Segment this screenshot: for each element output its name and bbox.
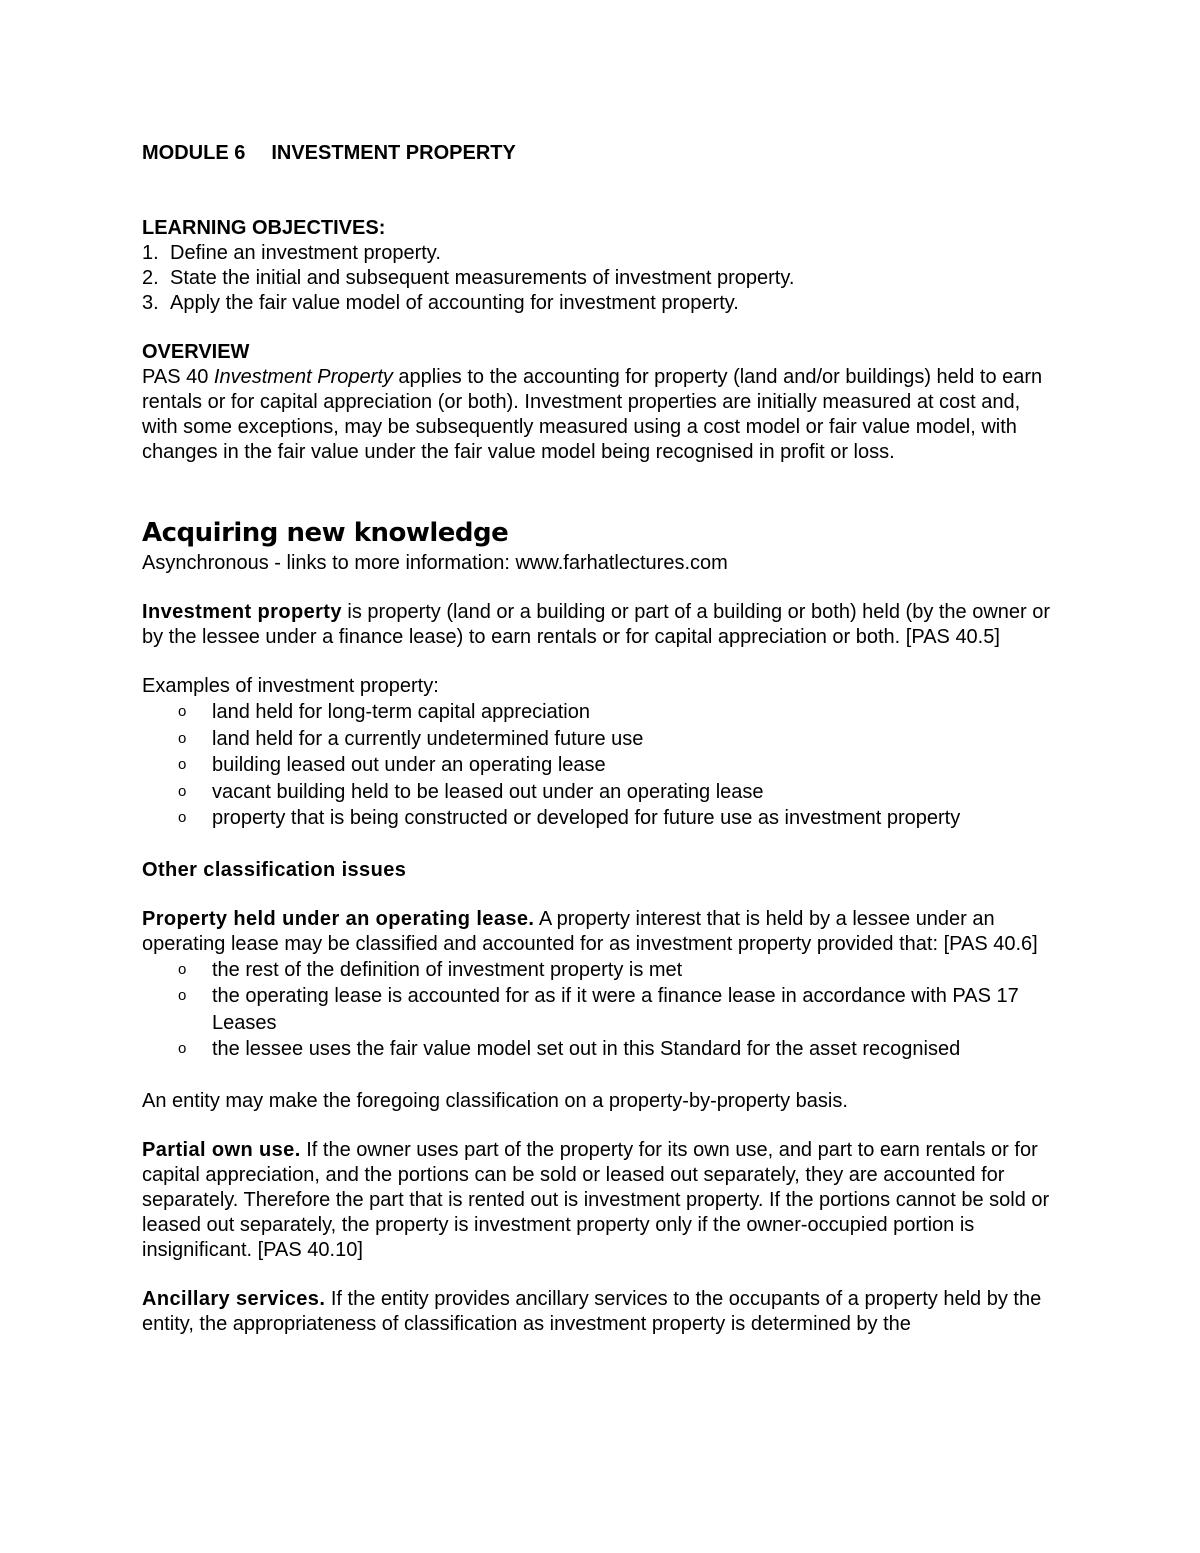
- links-line: Asynchronous - links to more information: www.farhatlectures.com: [142, 552, 728, 574]
- overview-paragraph: PAS 40 Investment Property applies to the accounting for property (land and/or buildings) held to earn rentals or for capital appreciation (or both). Investment properties are initially measured at cost and, with some exceptions, may be subsequently measured using a cost model or fair value model, with changes in the fair value under the fair value model being recognised in profit or loss.: [142, 366, 1043, 463]
- list-item: o the rest of the definition of investment property is met: [142, 957, 1057, 984]
- examples-list: [142, 699, 1057, 832]
- bullet-icon: o: [178, 729, 187, 747]
- module-number: MODULE 6: [142, 142, 246, 164]
- list-item: o land held for long-term capital appreciation: [142, 699, 1057, 726]
- bullet-icon: o: [178, 1040, 187, 1057]
- operating-lease-paragraph: Property held under an operating lease. A property interest that is held by a lessee under an operating lease may be classified and accounted for as investment property provided that: [PAS 40.6]: [142, 907, 1038, 955]
- document-page: [142, 141, 1057, 1337]
- overview-heading: OVERVIEW: [142, 341, 250, 363]
- list-item: 3. Apply the fair value model of accounting for investment property.: [142, 292, 739, 314]
- objectives-list: [142, 241, 1057, 316]
- list-item: o building leased out under an operating lease: [142, 752, 1057, 779]
- bullet-icon: o: [178, 782, 187, 800]
- list-item: o the operating lease is accounted for as if it were a finance lease in accordance with PAS 17 Leases: [142, 983, 1057, 1036]
- objectives-heading: LEARNING OBJECTIVES:: [142, 217, 386, 239]
- bullet-icon: o: [178, 703, 187, 720]
- list-item: o land held for a currently undetermined future use: [142, 726, 1057, 753]
- operating-lease-conditions: [142, 957, 1057, 1063]
- examples-intro: Examples of investment property:: [142, 675, 439, 697]
- page-title: [142, 141, 1057, 166]
- bullet-icon: o: [178, 987, 187, 1004]
- list-item: 1. Define an investment property.: [142, 242, 441, 264]
- section-heading: Acquiring new knowledge: [142, 518, 509, 548]
- list-item: o property that is being constructed or developed for future use as investment property: [142, 805, 1057, 832]
- definition-paragraph: Investment property is property (land or a building or part of a building or both) held (by the owner or by the lessee under a finance lease) to earn rentals or for capital appreciation or both. [PAS 40.5]: [142, 601, 1051, 648]
- basis-note: An entity may make the foregoing classification on a property-by-property basis.: [142, 1089, 848, 1112]
- partial-own-use-paragraph: Partial own use. If the owner uses part of the property for its own use, and part to earn rentals or for capital appreciation, and the portions can be sold or leased out separately, they are accounted for separately. Therefore the part that is rented out is investment property. If the portions cannot be sold or leased out separately, the property is investment property only if the owner-occupied portion is insignificant. [PAS 40.10]: [142, 1138, 1050, 1261]
- module-title: INVESTMENT PROPERTY: [271, 142, 516, 164]
- classification-heading: Other classification issues: [142, 858, 407, 881]
- list-item: 2. State the initial and subsequent measurements of investment property.: [142, 267, 795, 289]
- list-item: o the lessee uses the fair value model set out in this Standard for the asset recognised: [142, 1036, 1057, 1063]
- bullet-icon: o: [178, 809, 187, 826]
- ancillary-services-paragraph: Ancillary services. If the entity provides ancillary services to the occupants of a property held by the entity, the appropriateness of classification as investment property is determined by the: [142, 1287, 1042, 1335]
- bullet-icon: o: [178, 756, 187, 773]
- bullet-icon: o: [178, 960, 187, 978]
- list-item: o vacant building held to be leased out under an operating lease: [142, 779, 1057, 806]
